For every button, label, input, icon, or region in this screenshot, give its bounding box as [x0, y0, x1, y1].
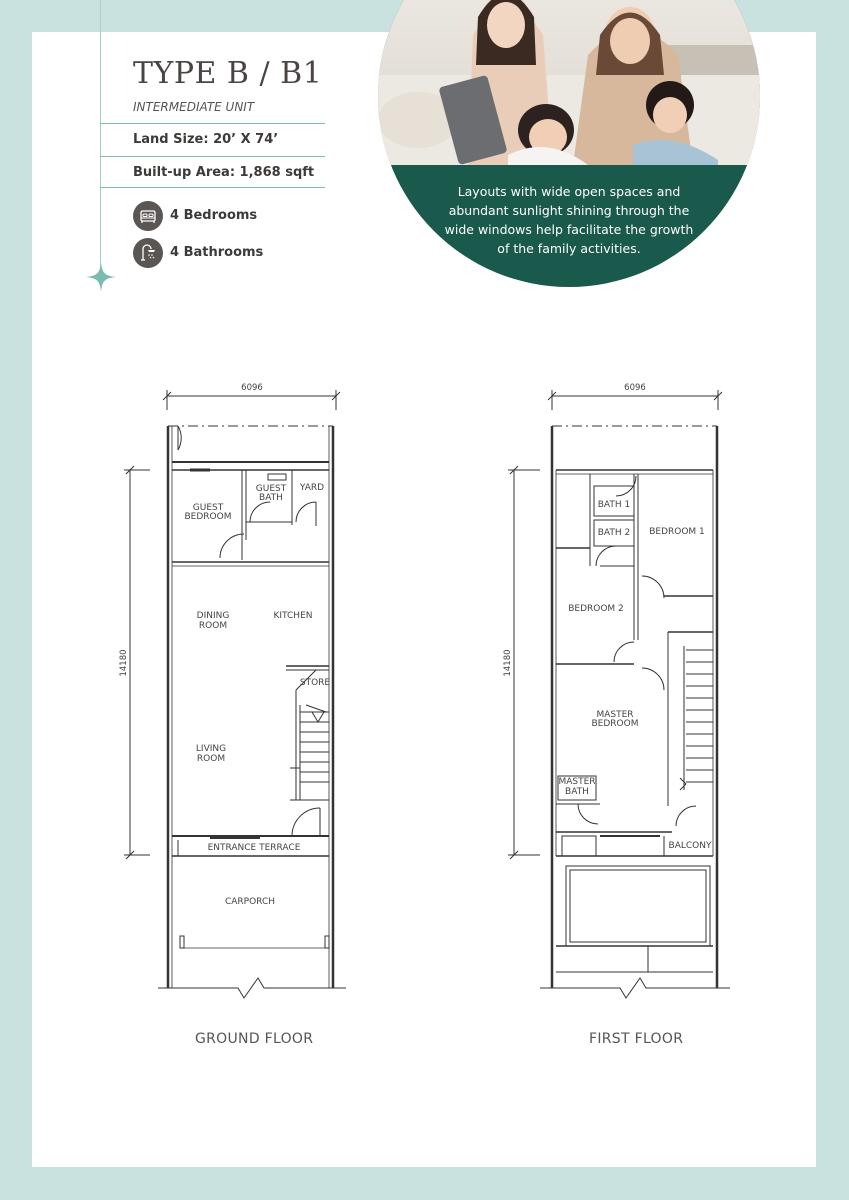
room-label: CARPORCH [224, 897, 276, 907]
depth-dimension: 14180 [119, 649, 129, 677]
room-label: ENTRANCE TERRACE [207, 843, 301, 853]
description-line: of the family activities. [497, 241, 641, 256]
bathrooms-count: 4 Bathrooms [170, 245, 264, 260]
room-label: BEDROOM 1 [649, 527, 705, 537]
room-label: BALCONY [668, 841, 712, 851]
room-label: BEDROOM 2 [568, 604, 624, 614]
first-floor-label: FIRST FLOOR [589, 1031, 684, 1047]
room-label: KITCHEN [273, 611, 313, 621]
built-up-area: Built-up Area: 1,868 sqft [133, 165, 315, 180]
unit-type-title: TYPE B / B1 [133, 56, 323, 91]
room-label: ROOM [196, 754, 226, 764]
width-dimension: 6096 [241, 383, 263, 393]
description-line: wide windows help facilitate the growth [444, 222, 694, 237]
room-label: MASTER [558, 777, 596, 787]
room-label: BATH [565, 787, 589, 797]
room-label: ROOM [198, 621, 228, 631]
bedrooms-count: 4 Bedrooms [170, 208, 258, 223]
description-line: abundant sunlight shining through the [448, 203, 690, 218]
first-floor-plan [508, 390, 730, 998]
ground-floor-label: GROUND FLOOR [195, 1031, 314, 1047]
width-dimension: 6096 [624, 383, 646, 393]
room-label: LIVING [195, 744, 227, 754]
depth-dimension: 14180 [503, 649, 513, 677]
room-label: STORE [299, 678, 331, 688]
room-label: YARD [299, 483, 325, 493]
room-label: BEDROOM [591, 719, 639, 729]
description-line: Layouts with wide open spaces and [457, 184, 681, 199]
room-label: DINING [196, 611, 230, 621]
room-label: BATH [259, 493, 283, 503]
room-label: GUEST [192, 503, 224, 513]
land-size: Land Size: 20’ X 74’ [133, 132, 279, 147]
room-label: BATH 1 [597, 500, 631, 510]
first-floor-labels [503, 383, 712, 851]
room-label: MASTER [596, 710, 634, 720]
room-label: GUEST [255, 484, 287, 494]
unit-subtitle: INTERMEDIATE UNIT [133, 100, 255, 114]
room-label: BEDROOM [184, 512, 232, 522]
room-label: BATH 2 [597, 528, 631, 538]
